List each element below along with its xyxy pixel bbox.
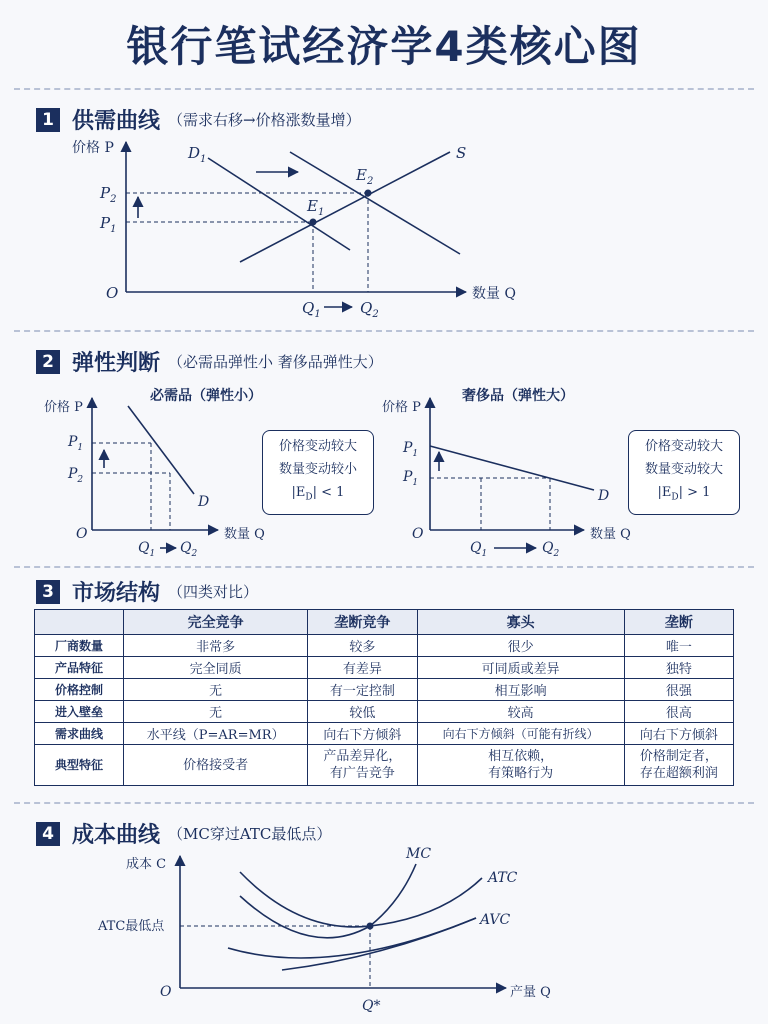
d-label: D [598, 488, 610, 504]
note-line: 价格变动较大 [278, 439, 357, 454]
table-cell: 向右下方倾斜 [624, 723, 733, 745]
table-cell: 可同质或差异 [417, 657, 624, 679]
elasticity-formula: $|E_D| < 1$ [291, 485, 345, 503]
mc-label: MC [406, 846, 432, 862]
e2-label: $E_2$ [356, 166, 374, 187]
elasticity-formula: $|E_D| > 1$ [657, 485, 711, 503]
table-cell: 较多 [308, 635, 417, 657]
q1-label: $Q_1$ [138, 540, 156, 559]
p1-label: $P_1$ [68, 434, 84, 453]
y-axis-label: 价格 P [44, 400, 83, 415]
section-subtitle: （MC穿过ATC最低点） [168, 825, 332, 843]
avc-label: AVC [480, 912, 511, 928]
s-label: S [456, 144, 467, 162]
e1-label: $E_1$ [307, 197, 325, 218]
avc-curve [228, 918, 476, 958]
x-axis-label: 数量 Q [590, 527, 631, 542]
mc-curve [240, 864, 416, 938]
q1-label: $Q_1$ [470, 540, 488, 559]
table-cell: 相互影响 [417, 679, 624, 701]
avc-curve-lower [282, 918, 476, 970]
q2-label: $Q_2$ [360, 299, 379, 320]
q-star-label: Q* [362, 998, 381, 1014]
table-cell: 向右下方倾斜 [308, 723, 417, 745]
section-number: 4 [36, 822, 60, 846]
table-cell: 向右下方倾斜（可能有折线） [417, 723, 624, 745]
table-cell: 水平线（P=AR=MR） [124, 723, 308, 745]
necessity-title: 必需品（弹性小） [150, 388, 262, 404]
section-title: 市场结构 [72, 581, 161, 606]
section-subtitle: （必需品弹性小 奢侈品弹性大） [168, 353, 383, 371]
atc-min-point [367, 923, 374, 930]
note-line: 数量变动较大 [644, 462, 723, 477]
x-axis-label: 产量 Q [510, 985, 551, 1000]
table-cell: 无 [124, 679, 308, 701]
section-title: 成本曲线 [72, 823, 161, 848]
p1-label: $P_1$ [100, 214, 117, 235]
note-line: 价格变动较大 [644, 439, 723, 454]
x-axis-label: 数量 Q [472, 286, 516, 302]
table-cell: 价格制定者， 存在超额利润 [624, 745, 733, 786]
origin-label: O [76, 526, 88, 542]
q1-label: $Q_1$ [302, 299, 321, 320]
q2-label: $Q_2$ [542, 540, 560, 559]
atc-label: ATC [488, 870, 518, 886]
origin-label: O [160, 984, 172, 1000]
y-axis-label: 成本 C [126, 857, 167, 872]
table-cell: 有差异 [308, 657, 417, 679]
d-label: D [198, 494, 210, 510]
section-number: 1 [36, 108, 60, 132]
table-header: 寡头 [417, 610, 624, 635]
atc-curve [240, 872, 482, 927]
table-cell: 产品差异化， 有广告竞争 [308, 745, 417, 786]
table-header: 完全竞争 [124, 610, 308, 635]
origin-label: O [106, 284, 119, 302]
luxury-title: 奢侈品（弹性大） [462, 388, 574, 404]
p1-upper-label: $P_1$ [403, 440, 419, 459]
table-cell: 完全同质 [124, 657, 308, 679]
table-cell: 很高 [624, 701, 733, 723]
q2-label: $Q_2$ [180, 540, 198, 559]
table-cell: 很少 [417, 635, 624, 657]
x-axis-label: 数量 Q [224, 527, 265, 542]
table-header: 垄断 [624, 610, 733, 635]
row-label: 典型特征 [35, 745, 124, 786]
note-line: 数量变动较小 [278, 462, 357, 477]
atc-min-label: ATC最低点 [98, 919, 165, 934]
table-cell: 价格接受者 [124, 745, 308, 786]
table-cell: 很强 [624, 679, 733, 701]
section-subtitle: （需求右移→价格涨数量增） [168, 111, 361, 129]
section-title: 弹性判断 [72, 351, 161, 376]
y-axis-label: 价格 P [382, 400, 421, 415]
d1-label: $D_1$ [188, 144, 207, 165]
y-axis-label: 价格 P [72, 140, 114, 156]
row-label: 价格控制 [35, 679, 124, 701]
table-cell: 独特 [624, 657, 733, 679]
table-cell: 较低 [308, 701, 417, 723]
section-subtitle: （四类对比） [168, 583, 259, 601]
page-title: 银行笔试经济学4类核心图 [126, 22, 642, 71]
row-label: 厂商数量 [35, 635, 124, 657]
row-label: 进入壁垒 [35, 701, 124, 723]
table-cell: 相互依赖， 有策略行为 [417, 745, 624, 786]
table-header: 垄断竞争 [308, 610, 417, 635]
table-cell: 唯一 [624, 635, 733, 657]
p1-lower-label: $P_1$ [403, 469, 419, 488]
table-cell: 无 [124, 701, 308, 723]
table-cell: 较高 [417, 701, 624, 723]
origin-label: O [412, 526, 424, 542]
p2-label: $P_2$ [68, 466, 84, 485]
row-label: 产品特征 [35, 657, 124, 679]
section-title: 供需曲线 [72, 109, 161, 134]
row-label: 需求曲线 [35, 723, 124, 745]
section-number: 3 [36, 580, 60, 604]
table-cell: 有一定控制 [308, 679, 417, 701]
p2-label: $P_2$ [100, 184, 117, 205]
section-number: 2 [36, 350, 60, 374]
table-cell: 非常多 [124, 635, 308, 657]
